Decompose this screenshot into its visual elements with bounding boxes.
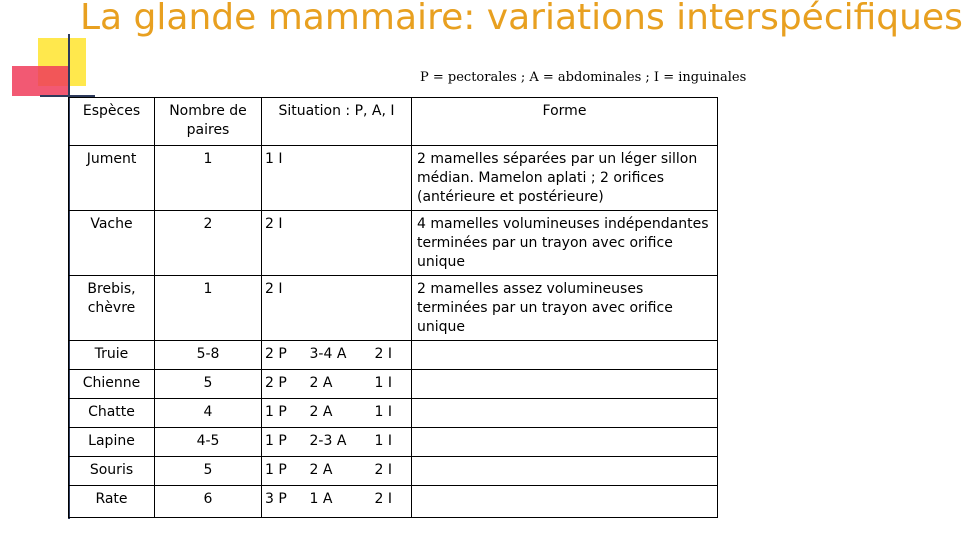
cell-paires: 4-5 [155, 428, 262, 457]
table-row [69, 211, 718, 276]
cell-forme-empty [412, 486, 718, 518]
slide-title [80, 0, 963, 40]
cell-espece: Chienne [69, 370, 155, 399]
table-row [69, 146, 718, 211]
cell-situation-p: 1 P [262, 457, 307, 486]
header-situation: Situation : P, A, I [262, 98, 412, 146]
cell-paires: 4 [155, 399, 262, 428]
cell-situation-i: 1 I [372, 428, 412, 457]
cell-espece: Vache [69, 211, 155, 276]
cell-situation: 2 I [262, 276, 412, 341]
cell-paires: 5-8 [155, 341, 262, 370]
decorative-red-square [12, 66, 68, 96]
cell-paires: 6 [155, 486, 262, 518]
cell-situation: 1 I [262, 146, 412, 211]
table-row [69, 276, 718, 341]
cell-espece: Lapine [69, 428, 155, 457]
cell-situation-i: 2 I [372, 341, 412, 370]
legend-note: P = pectorales ; A = abdominales ; I = inguinales [420, 70, 747, 85]
cell-paires: 5 [155, 370, 262, 399]
table-row [69, 457, 718, 486]
cell-situation-p: 2 P [262, 341, 307, 370]
cell-situation-i: 1 I [372, 399, 412, 428]
cell-forme-empty [412, 457, 718, 486]
header-forme: Forme [412, 98, 718, 146]
cell-situation-i: 1 I [372, 370, 412, 399]
header-paires: Nombre de paires [155, 98, 262, 146]
cell-situation-i: 2 I [372, 486, 412, 518]
header-especes: Espèces [69, 98, 155, 146]
cell-espece: Truie [69, 341, 155, 370]
cell-forme-empty [412, 341, 718, 370]
cell-situation-p: 3 P [262, 486, 307, 518]
cell-espece: Brebis, chèvre [69, 276, 155, 341]
species-table [68, 97, 718, 518]
table-row [69, 486, 718, 518]
cell-situation-a: 2 A [307, 457, 372, 486]
cell-espece: Rate [69, 486, 155, 518]
cell-situation-a: 3-4 A [307, 341, 372, 370]
cell-forme: 4 mamelles volumineuses indépendantes terminées par un trayon avec orifice unique [412, 211, 718, 276]
cell-situation-a: 1 A [307, 486, 372, 518]
cell-situation-p: 1 P [262, 428, 307, 457]
cell-paires: 5 [155, 457, 262, 486]
cell-forme-empty [412, 428, 718, 457]
cell-paires: 1 [155, 276, 262, 341]
cell-espece: Souris [69, 457, 155, 486]
header-row [69, 98, 718, 146]
cell-situation-a: 2-3 A [307, 428, 372, 457]
cell-forme: 2 mamelles séparées par un léger sillon médian. Mamelon aplati ; 2 orifices (antérieure et postérieure) [412, 146, 718, 211]
table-row [69, 341, 718, 370]
cell-situation-a: 2 A [307, 399, 372, 428]
cell-situation-a: 2 A [307, 370, 372, 399]
cell-situation: 2 I [262, 211, 412, 276]
table-row [69, 428, 718, 457]
cell-forme-empty [412, 399, 718, 428]
table-row [69, 399, 718, 428]
cell-forme-empty [412, 370, 718, 399]
cell-espece: Chatte [69, 399, 155, 428]
cell-situation-i: 2 I [372, 457, 412, 486]
cell-forme: 2 mamelles assez volumineuses terminées par un trayon avec orifice unique [412, 276, 718, 341]
table-row [69, 370, 718, 399]
cell-situation-p: 1 P [262, 399, 307, 428]
slide-title-text: La glande mammaire: variations interspécifiques [80, 0, 963, 38]
cell-paires: 1 [155, 146, 262, 211]
cell-espece: Jument [69, 146, 155, 211]
cell-paires: 2 [155, 211, 262, 276]
cell-situation-p: 2 P [262, 370, 307, 399]
